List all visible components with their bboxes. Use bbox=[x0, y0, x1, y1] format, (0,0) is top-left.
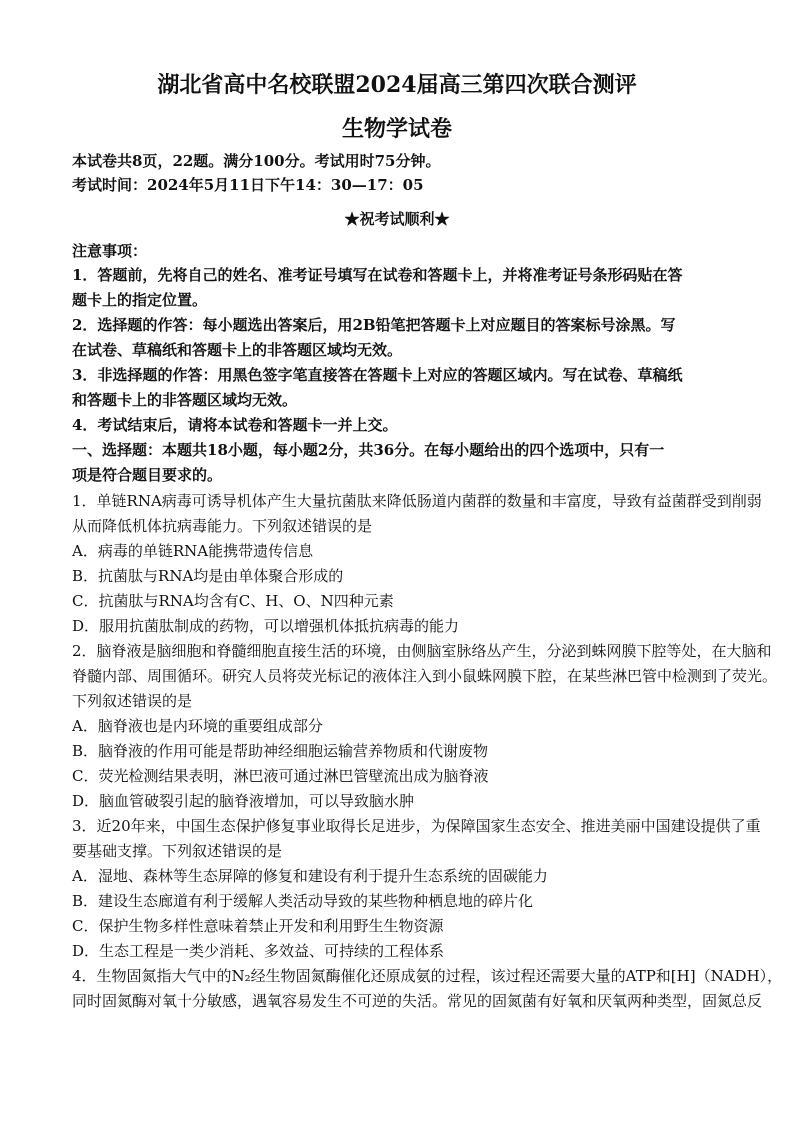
info-line: 本试卷共8页，22题。满分100分。考试用时75分钟。 bbox=[72, 152, 441, 170]
question-line: 下列叙述错误的是 bbox=[72, 692, 193, 710]
notice-heading: 注意事项： bbox=[72, 242, 148, 260]
option-line: C．保护生物多样性意味着禁止开发和利用野生生物资源 bbox=[72, 917, 444, 935]
info-line: 考试时间：2024年5月11日下午14：30—17：05 bbox=[72, 176, 424, 194]
option-line: B．建设生态廊道有利于缓解人类活动导致的某些物种栖息地的碎片化 bbox=[72, 892, 534, 910]
option-line: C．荧光检测结果表明，淋巴液可通过淋巴管壁流出成为脑脊液 bbox=[72, 767, 489, 785]
option-line: A．病毒的单链RNA能携带遗传信息 bbox=[72, 542, 314, 560]
option-line: D．生态工程是一类少消耗、多效益、可持续的工程体系 bbox=[72, 942, 445, 960]
notice-line: 和答题卡上的非答题区域均无效。 bbox=[72, 391, 298, 409]
option-line: B．脑脊液的作用可能是帮助神经细胞运输营养物质和代谢废物 bbox=[72, 742, 489, 760]
question-line: 同时固氮酶对氧十分敏感，遇氧容易发生不可逆的失活。常见的固氮菌有好氧和厌氧两种类型，固氮总反 bbox=[72, 992, 763, 1010]
question-line: 从而降低机体抗病毒能力。下列叙述错误的是 bbox=[72, 517, 373, 535]
notice-line: 2．选择题的作答：每小题选出答案后，用2B铅笔把答题卡上对应题目的答案标号涂黑。写 bbox=[72, 316, 676, 334]
question-line: 1．单链RNA病毒可诱导机体产生大量抗菌肽来降低肠道内菌群的数量和丰富度，导致有益菌群受到削弱 bbox=[72, 492, 762, 510]
question-line: 2．脑脊液是脑细胞和脊髓细胞直接生活的环境，由侧脑室脉络丛产生，分泌到蛛网膜下腔等处，在大脑和 bbox=[72, 642, 772, 660]
notice-line: 4．考试结束后，请将本试卷和答题卡一并上交。 bbox=[72, 416, 398, 434]
option-line: C．抗菌肽与RNA均含有C、H、O、N四种元素 bbox=[72, 592, 394, 610]
option-line: D．服用抗菌肽制成的药物，可以增强机体抵抗病毒的能力 bbox=[72, 617, 460, 635]
section-heading: 一、选择题：本题共18小题，每小题2分，共36分。在每小题给出的四个选项中，只有一 bbox=[72, 441, 665, 459]
option-line: B．抗菌肽与RNA均是由单体聚合形成的 bbox=[72, 567, 344, 585]
wish-line: ★祝考试顺利★ bbox=[344, 210, 450, 228]
option-line: A．湿地、森林等生态屏障的修复和建设有利于提升生态系统的固碳能力 bbox=[72, 867, 548, 885]
question-line: 4．生物固氮指大气中的N₂经生物固氮酶催化还原成氨的过程，该过程还需要大量的ATP和[H]（NADH）， bbox=[72, 967, 783, 985]
exam-subtitle: 生物学试卷 bbox=[341, 116, 452, 142]
notice-line: 题卡上的指定位置。 bbox=[72, 291, 208, 309]
question-line: 脊髓内部、周围循环。研究人员将荧光标记的液体注入到小鼠蛛网膜下腔，在某些淋巴管中检测到了荧光。 bbox=[72, 667, 778, 685]
option-line: A．脑脊液也是内环境的重要组成部分 bbox=[72, 717, 323, 735]
notice-line: 1．答题前，先将自己的姓名、准考证号填写在试卷和答题卡上，并将准考证号条形码贴在答 bbox=[72, 266, 683, 284]
option-line: D．脑血管破裂引起的脑脊液增加，可以导致脑水肿 bbox=[72, 792, 415, 810]
question-line: 要基础支撑。下列叙述错误的是 bbox=[72, 842, 283, 860]
notice-line: 在试卷、草稿纸和答题卡上的非答题区域均无效。 bbox=[72, 341, 403, 359]
notice-line: 3．非选择题的作答：用黑色签字笔直接答在答题卡上对应的答题区域内。写在试卷、草稿纸 bbox=[72, 366, 683, 384]
section-heading: 项是符合题目要求的。 bbox=[72, 466, 223, 484]
exam-title: 湖北省高中名校联盟2024届高三第四次联合测评 bbox=[157, 72, 637, 98]
question-line: 3．近20年来，中国生态保护修复事业取得长足进步，为保障国家生态安全、推进美丽中国建设提供了重 bbox=[72, 817, 761, 835]
